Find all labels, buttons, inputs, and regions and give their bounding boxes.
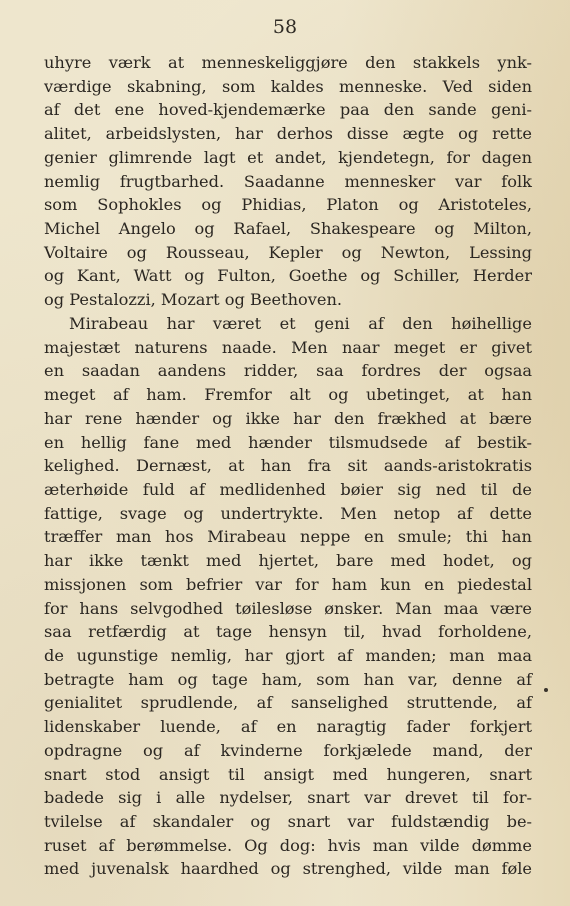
text-line: og Kant, Watt og Fulton, Goethe og Schiller, Herder <box>44 266 532 286</box>
text-line: æterhøide fuld af medlidenhed bøier sig ned til de <box>44 479 532 499</box>
body-text <box>44 51 532 881</box>
text-line: af det ene hoved-kjendemærke paa den sande geni- <box>44 100 532 120</box>
text-line: Voltaire og Rousseau, Kepler og Newton, Lessing <box>44 242 532 262</box>
text-line: lidenskaber luende, af en naragtig fader forkjert <box>44 717 532 737</box>
text-line: genier glimrende lagt et andet, kjendetegn, for dagen <box>44 147 532 167</box>
text-line: har rene hænder og ikke har den frækhed at bære <box>44 408 532 428</box>
page-number: 58 <box>272 16 298 38</box>
text-line: genialitet sprudlende, af sanselighed struttende, af <box>44 693 532 713</box>
text-line: en saadan aandens ridder, saa fordres der ogsaa <box>44 361 532 381</box>
text-line: badede sig i alle nydelser, snart var drevet til for- <box>44 788 532 808</box>
text-line: ruset af berømmelse. Og dog: hvis man vilde dømme <box>44 835 532 855</box>
text-line: kelighed. Dernæst, at han fra sit aands-aristokratis <box>44 456 532 476</box>
ink-speck <box>544 688 548 692</box>
text-line: værdige skabning, som kaldes menneske. Ved siden <box>44 76 532 96</box>
text-line: nemlig frugtbarhed. Saadanne mennesker var folk <box>44 171 532 191</box>
text-line: tvilelse af skandaler og snart var fuldstændig be- <box>44 812 532 831</box>
text-line: har ikke tænkt med hjertet, bare med hodet, og <box>44 551 532 571</box>
text-line: for hans selvgodhed tøilesløse ønsker. Man maa være <box>44 598 532 618</box>
text-line: med juvenalsk haardhed og strenghed, vilde man føle <box>44 859 532 879</box>
text-line: betragte ham og tage ham, som han var, denne af <box>44 669 532 689</box>
paragraph-end-line: og Pestalozzi, Mozart og Beethoven. <box>44 290 343 310</box>
text-line: saa retfærdig at tage hensyn til, hvad forholdene, <box>44 622 532 642</box>
text-line: som Sophokles og Phidias, Platon og Aristoteles, <box>44 195 532 215</box>
paragraph-start-line: Mirabeau har været et geni af den høihellige <box>69 313 532 333</box>
text-line: en hellig fane med hænder tilsmudsede af bestik- <box>44 432 532 452</box>
text-line: meget af ham. Fremfor alt og ubetinget, at han <box>44 385 532 405</box>
text-line: majestæt naturens naade. Men naar meget er givet <box>44 337 532 357</box>
text-line: de ugunstige nemlig, har gjort af manden; man maa <box>44 645 532 665</box>
text-line: uhyre værk at menneskeliggjøre den stakkels ynk- <box>44 53 532 72</box>
text-line: fattige, svage og undertrykte. Men netop af dette <box>44 503 532 523</box>
text-line: Michel Angelo og Rafael, Shakespeare og Milton, <box>44 219 532 239</box>
text-line: træffer man hos Mirabeau neppe en smule; thi han <box>44 527 532 547</box>
text-line: alitet, arbeidslysten, har derhos disse ægte og rette <box>44 124 532 144</box>
text-line: missjonen som befrier var for ham kun en piedestal <box>44 574 532 594</box>
text-line: opdragne og af kvinderne forkjælede mand, der <box>44 740 532 760</box>
text-line: snart stod ansigt til ansigt med hungeren, snart <box>44 764 532 784</box>
